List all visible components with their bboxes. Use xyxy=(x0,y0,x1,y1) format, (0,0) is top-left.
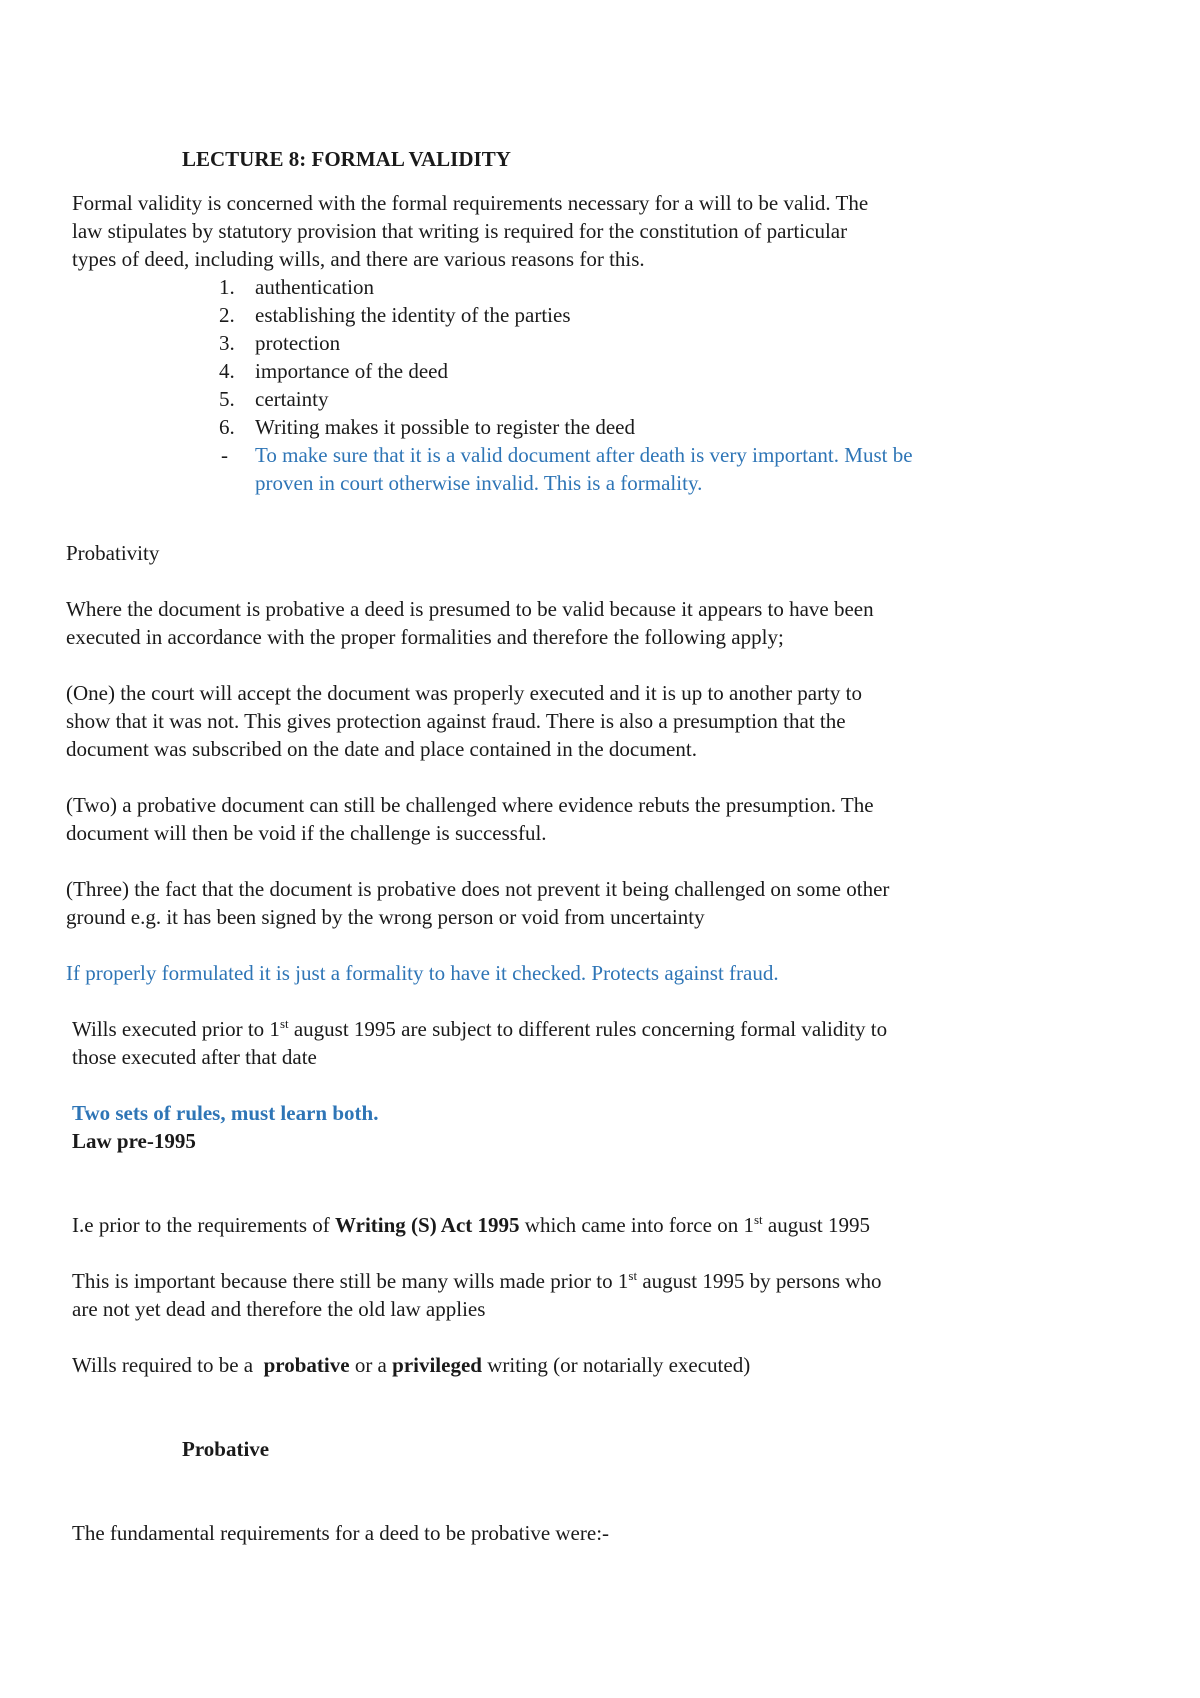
probative-term: probative xyxy=(263,1353,350,1377)
three-line-1: (Three) the fact that the document is probative does not prevent it being challenged on some other xyxy=(66,877,890,901)
intro-line-1: Formal validity is concerned with the formal requirements necessary for a will to be valid. The xyxy=(72,191,869,215)
list-item: authentication xyxy=(255,275,374,299)
list-item: certainty xyxy=(255,387,329,411)
law-pre-heading: Law pre-1995 xyxy=(72,1129,196,1153)
page-title: LECTURE 8: FORMAL VALIDITY xyxy=(182,147,511,171)
ie-text-a: I.e prior to the requirements of xyxy=(72,1213,335,1237)
list-marker: 5. xyxy=(219,387,235,411)
list-marker: 2. xyxy=(219,303,235,327)
note-line-2: proven in court otherwise invalid. This is a formality. xyxy=(255,471,703,495)
required-line xyxy=(72,1352,750,1378)
important-line-1 xyxy=(72,1268,881,1294)
ordinal-suffix: st xyxy=(279,1016,289,1031)
act-name: Writing (S) Act 1995 xyxy=(335,1213,520,1237)
note-line-1: To make sure that it is a valid document after death is very important. Must be xyxy=(255,443,913,467)
probativity-heading: Probativity xyxy=(66,541,160,565)
wills-line-2: those executed after that date xyxy=(72,1045,317,1069)
intro-line-3: types of deed, including wills, and there are various reasons for this. xyxy=(72,247,645,271)
ie-line xyxy=(72,1212,870,1238)
list-marker: 4. xyxy=(219,359,235,383)
important-text-a: This is important because there still be many wills made prior to 1 xyxy=(72,1269,629,1293)
two-line-1: (Two) a probative document can still be challenged where evidence rebuts the presumption. The xyxy=(66,793,874,817)
ordinal-suffix: st xyxy=(753,1212,763,1227)
one-line-3: document was subscribed on the date and place contained in the document. xyxy=(66,737,697,761)
fundamental-line: The fundamental requirements for a deed to be probative were:- xyxy=(72,1521,610,1545)
important-line-2: are not yet dead and therefore the old law applies xyxy=(72,1297,486,1321)
three-line-2: ground e.g. it has been signed by the wrong person or void from uncertainty xyxy=(66,905,705,929)
intro-line-2: law stipulates by statutory provision that writing is required for the constitution of particular xyxy=(72,219,848,243)
required-text-c: writing (or notarially executed) xyxy=(481,1353,751,1377)
important-text-b: august 1995 by persons who xyxy=(637,1269,882,1293)
probative-heading: Probative xyxy=(182,1437,270,1461)
ordinal-suffix: st xyxy=(628,1268,638,1283)
list-item: Writing makes it possible to register the deed xyxy=(255,415,635,439)
list-item: importance of the deed xyxy=(255,359,448,383)
list-marker: 6. xyxy=(219,415,235,439)
list-item: protection xyxy=(255,331,341,355)
wills-text-a: Wills executed prior to 1 xyxy=(72,1017,280,1041)
one-line-1: (One) the court will accept the document was properly executed and it is up to another party to xyxy=(66,681,862,705)
ie-text-c: august 1995 xyxy=(762,1213,870,1237)
note-marker: - xyxy=(221,443,228,467)
two-line-2: document will then be void if the challenge is successful. xyxy=(66,821,547,845)
privileged-term: privileged xyxy=(392,1353,482,1377)
list-marker: 3. xyxy=(219,331,235,355)
fraud-note: If properly formulated it is just a formality to have it checked. Protects against fraud. xyxy=(66,961,779,985)
wills-line-1 xyxy=(72,1016,887,1042)
probativity-line-2: executed in accordance with the proper formalities and therefore the following apply; xyxy=(66,625,784,649)
one-line-2: show that it was not. This gives protection against fraud. There is also a presumption that the xyxy=(66,709,846,733)
list-item: establishing the identity of the parties xyxy=(255,303,571,327)
required-text-b: or a xyxy=(349,1353,393,1377)
two-sets-note: Two sets of rules, must learn both. xyxy=(72,1101,379,1125)
required-text-a: Wills required to be a xyxy=(72,1353,264,1377)
wills-text-b: august 1995 are subject to different rules concerning formal validity to xyxy=(288,1017,888,1041)
ie-text-b: which came into force on 1 xyxy=(519,1213,754,1237)
probativity-line-1: Where the document is probative a deed is presumed to be valid because it appears to have been xyxy=(66,597,874,621)
list-marker: 1. xyxy=(219,275,235,299)
